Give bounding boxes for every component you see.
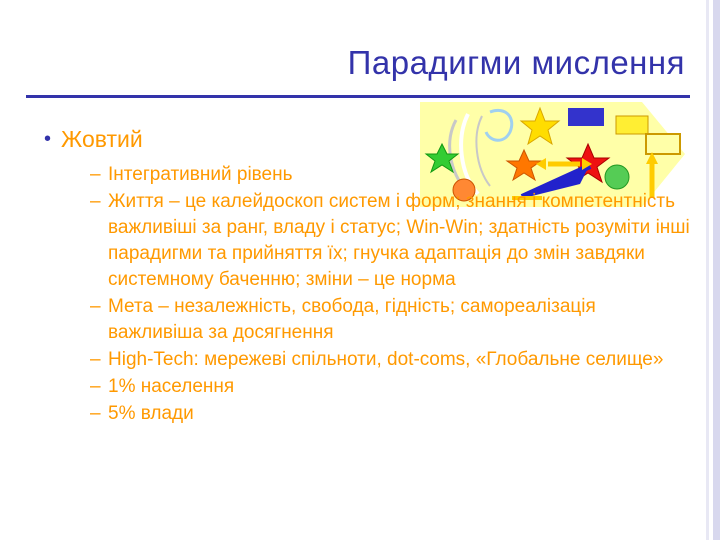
list-item (90, 162, 690, 188)
list-item (90, 294, 690, 346)
slide-body (30, 124, 690, 428)
list-item (90, 347, 690, 373)
list-item (90, 374, 690, 400)
bullet-level1 (30, 124, 690, 154)
dash-icon: – (90, 376, 101, 397)
bullet-icon: • (44, 128, 52, 150)
list-item-text: Життя – це калейдоскоп систем і форм; знання і компетентність важливіші за ранг, владу і статус; Win-Win; здатність розуміти інші парадигми та прийняття їх; гнучка адаптація до змін завдяки системному баченню; зміни – це норма (108, 191, 690, 290)
list-item-text: 5% влади (108, 403, 194, 424)
dash-icon: – (90, 191, 101, 212)
list-item (90, 189, 690, 293)
bullet-level2-list (90, 162, 690, 427)
right-edge-gap (709, 0, 713, 540)
title-divider (26, 95, 690, 98)
list-item-text: Інтегративний рівень (108, 164, 293, 185)
dash-icon: – (90, 349, 101, 370)
dash-icon: – (90, 296, 101, 317)
right-edge-bar-secondary (706, 0, 709, 540)
dash-icon: – (90, 403, 101, 424)
list-item (90, 401, 690, 427)
list-item-text: 1% населення (108, 376, 235, 397)
dash-icon: – (90, 164, 101, 185)
right-edge-bar (713, 0, 720, 540)
list-item-text: Мета – незалежність, свобода, гідність; самореалізація важливіша за досягнення (108, 296, 596, 343)
bullet-level1-label: Жовтий (61, 126, 143, 152)
page-title: Парадигми мислення (347, 44, 685, 81)
list-item-text: High-Tech: мережеві спільноти, dot-coms, «Глобальне селище» (108, 349, 664, 370)
